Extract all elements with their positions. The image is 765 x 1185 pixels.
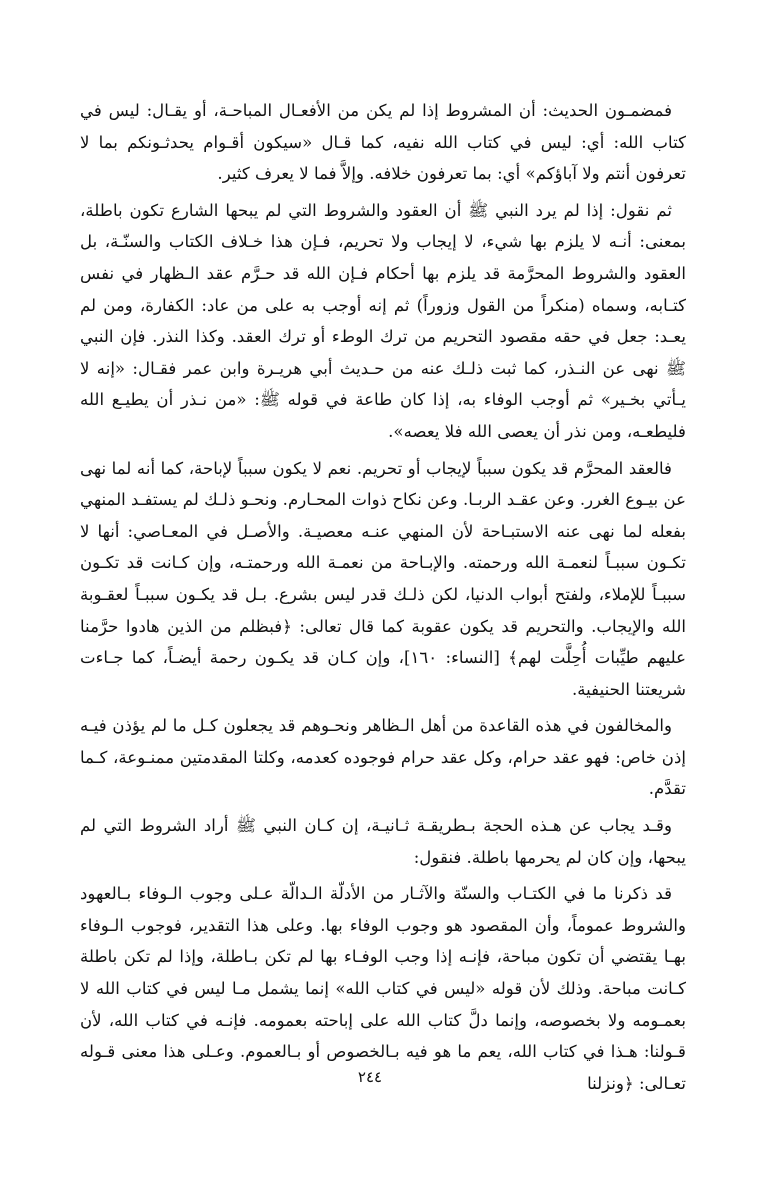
page-number: ٢٤٤ — [357, 1068, 383, 1086]
paragraph-5: وقـد يجاب عن هـذه الحجة بـطريقـة ثـانيـة، إن كـان النبي ﷺ أراد الشروط التي لم يبحها، وإن كان لم يحرمها باطلة. فنقول: — [80, 816, 686, 867]
paragraph-6: قد ذكرنا ما في الكتـاب والسنّة والآثـار من الأدلّة الـدالّة عـلى وجوب الـوفاء بـالعهود والشروط عموماً، وأن المقصود هو وجوب الوفاء بها. وعلى هذا التقدير، فوجوب الـوفاء بهـا يقتضي أن تكون مباحة، فإنـه إذا وجب الوفـاء بها لم تكن بـاطلة، وإذا لم تكن باطلة كـانت مباحة. وذلك لأن قوله «ليس في كتاب الله» إنما يشمل مـا ليس في كتاب الله لا بعمـومه ولا بخصوصه، وإنما دلَّ كتاب الله على إباحته بعمومه. فإنـه في كتاب الله، لأن قـولنا: هـذا في كتاب الله، يعم ما هو فيه بـالخصوص أو بـالعموم. وعـلى هذا معنى قـوله تعـالى: ﴿ونزلنا — [80, 884, 686, 1093]
paragraph-2: ثم نقول: إذا لم يرد النبي ﷺ أن العقود والشروط التي لم يبحها الشارع تكون باطلة، بمعنى: أنـه لا يلزم بها شيء، لا إيجاب ولا تحريم، فـإن هذا خـلاف الكتاب والسنّـة، بل العقود والشروط المحرَّمة قد يلزم بها أحكام فـإن الله قد حـرَّم عقد الـظهار في نفس كتـابه، وسماه (منكراً من القول وزوراً) ثم إنه أوجب به على من عاد: الكفارة، ومن لم يعـد: جعل في حقه مقصود التحريم من ترك الوطء أو ترك العقد. وكذا النذر. فإن النبي ﷺ نهى عن النـذر، كما ثبت ذلـك عنه من حـديث أبي هريـرة وابن عمر فقـال: «إنه لا يـأتي بخـير» ثم أوجب الوفاء به، إذا كان طاعة في قوله ﷺ: «من نـذر أن يطيـع الله فليطعـه، ومن نذر أن يعصى الله فلا يعصه». — [80, 200, 686, 441]
paragraph-3: فالعقد المحرَّم قد يكون سبباً لإيجاب أو تحريم. نعم لا يكون سبباً لإباحة، كما أنه لما نهى عن بيـوع الغرر. وعن عقـد الربـا. وعن نكاح ذوات المحـارم. ونحـو ذلـك لم يستفـد المنهي بفعله لما نهى عنه الاستبـاحة لأن المنهي عنـه معصيـة. والأصـل في المعـاصي: أنها لا تكـون سببـاً لنعمـة الله ورحمته. والإبـاحة من نعمـة الله ورحمتـه، وإن كـانت قد تكـون سببـاً للإملاء، ولفتح أبواب الدنيا، لكن ذلـك قدر ليس بشرع. بـل قد يكـون سببـاً لعقـوبة الله والإيجاب. والتحريم قد يكون عقوبة كما قال تعالى: ﴿فبظلم من الذين هادوا حرَّمنا عليهم طيِّبات أُحِلَّت لهم﴾ [النساء: ١٦٠]، وإن كـان قد يكـون رحمة أيضـاً، كما جـاءت شريعتنا الحنيفية. — [80, 458, 686, 699]
paragraph-4: والمخالفون في هذه القاعدة من أهل الـظاهر ونحـوهم قد يجعلون كـل ما لم يؤذن فيـه إذن خاص: فهو عقد حرام، وكل عقد حرام فوجوده كعدمه، وكلتا المقدمتين ممنـوعة، كـما تقدَّم. — [80, 716, 686, 799]
body-text — [80, 95, 686, 1104]
paragraph-1: فمضمـون الحديث: أن المشروط إذا لم يكن من الأفعـال المباحـة، أو يقـال: ليس في كتاب الله: أي: ليس في كتاب الله نفيه، كما قـال «سيكون أقـوام يحدثـونكم بما لا تعرفون أنتم ولا آباؤكم» أي: بما تعرفون خلافه. وإلاَّ فما لا يعرف كثير. — [80, 101, 686, 184]
